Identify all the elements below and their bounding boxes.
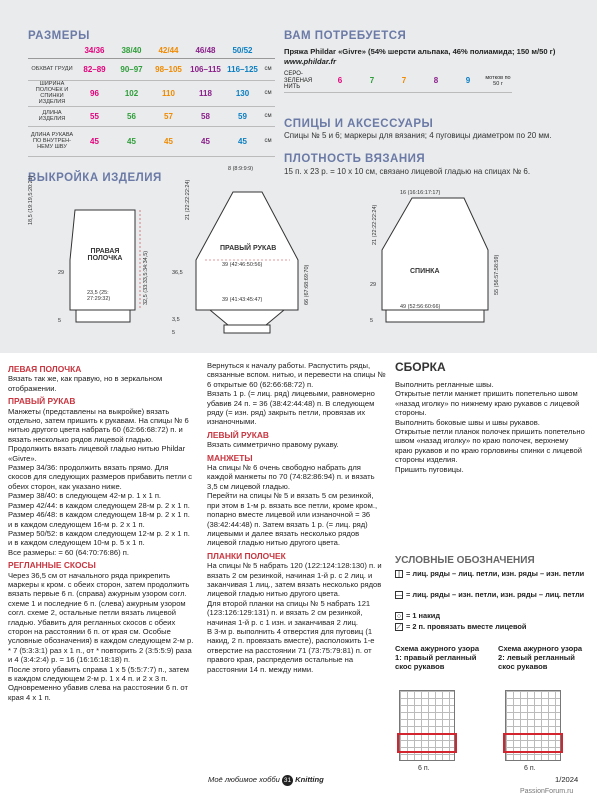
- yarn-table: [284, 70, 512, 93]
- front-29: 29: [58, 270, 65, 276]
- cell: 102: [113, 80, 150, 106]
- paragraph: Размер 46/48: в каждом следующем 18-м р. 2 х 1 п. и в каждом следующем 16-м р. 2 х 1 п.: [8, 510, 190, 529]
- needles-text: Спицы № 5 и 6; маркеры для вязания; 4 пуговицы диаметром по 20 мм.: [284, 131, 552, 140]
- sleeve-365: 36,5: [172, 270, 183, 276]
- back-band: [386, 310, 484, 322]
- cell: 90–97: [113, 58, 150, 80]
- cell: 96: [76, 80, 113, 106]
- purl-icon: —: [396, 592, 403, 599]
- back-h: 21 (22:22:22:24): [372, 204, 378, 245]
- sleeve-5: 5: [172, 330, 176, 336]
- text-column-1: [8, 361, 194, 702]
- table-row: [284, 70, 512, 92]
- cell: 106–115: [187, 58, 224, 80]
- legend-item: [395, 623, 526, 632]
- unit: мотков по 50 г: [484, 70, 512, 92]
- paragraph: Вязать 1 р. (= лиц. ряд) лицевыми, равномерно убавив 24 п. = 36 (38:42:44:48) п. В следующем ряду (= изн. ряд) закрыть петли, провязав их изнаночными.: [207, 389, 375, 427]
- section-heading: РЕГЛАННЫЕ СКОСЫ: [8, 560, 96, 571]
- scheme-1-highlight: [397, 733, 457, 753]
- legend-text: = 2 п. провязать вместе лицевой: [406, 622, 527, 631]
- yarn-title: ВАМ ПОТРЕБУЕТСЯ: [284, 30, 407, 42]
- scheme-2-count: 6 п.: [524, 765, 536, 772]
- size-col: 46/48: [187, 43, 224, 58]
- cell: 45: [150, 126, 187, 156]
- scheme-2-highlight: [503, 733, 563, 753]
- sleeve-b: 39 (41:43:45:47): [222, 297, 263, 303]
- cell: 118: [187, 80, 224, 106]
- paragraph: Пришить пуговицы.: [395, 464, 464, 474]
- cell: 6: [324, 70, 356, 92]
- paragraph: Вернуться к началу работы. Распустить ряды, связанные вспом. нитью, и перевести на спицы № 6 открытые 60 (62:66:68:72) п.: [207, 361, 386, 389]
- paragraph: Через 36,5 см от начального ряда прикрепить маркеры к кром. с обеих сторон, затем продолжить вязать первые 6 п. (справа) ажурным узором согл. схеме 1 и последние 6 п. (слева) ажурным узором согл. схеме 2, остальные петли вязать лицевой гладью. Убавить для регланных скосов с обеих сторон на расстоянии 6 п. от края см. Особые условные обозначения) в каждом следующем 2-м р. * 7 (5:3:3:1) раз х 1 п., от * повторить 2 (3:5:5:9) раза и 4 (3:4:2:4) р. = 16 (16:16:18:18) п.: [8, 570, 194, 665]
- size-col: 34/36: [76, 43, 113, 58]
- table-row: [28, 126, 275, 156]
- footer-left: [208, 775, 324, 786]
- footer-issue: 1/2024: [555, 775, 579, 784]
- paragraph: Выполнить регланные швы.: [395, 380, 494, 389]
- paragraph: Для второй планки на спицы № 5 набрать 121 (123:126:129:131) п. и вязать 2 см резинкой, начиная 1-й р. с 1 изн. и заканчивая 2 лиц.: [207, 598, 371, 627]
- scheme-2-title: Схема ажурного узора 2: левый регланный скос рукавов: [498, 644, 583, 672]
- cell: 45: [187, 126, 224, 156]
- unit: см: [261, 80, 275, 106]
- gauge-text: 15 п. х 23 р. = 10 х 10 см, связано лицевой гладью на спицах № 6.: [284, 167, 531, 176]
- legend-text: = 1 накид: [406, 611, 441, 620]
- back-total: 55 (56:57:58:59): [494, 254, 500, 295]
- assembly-title: СБОРКА: [395, 360, 446, 374]
- cell: 55: [76, 106, 113, 126]
- cell: 45: [224, 126, 261, 156]
- cell: 45: [113, 126, 150, 156]
- sizes-table: [28, 43, 275, 157]
- paragraph: Манжеты (представлены на выкройке) вязать отдельно, затем пришить к рукавам. На спицы № 6 нитью другого цвета набрать 60 (62:66:68:72) п. и вязать несколько рядов лицевой гладью. Продолжить вязать лицевой гладью нитью Phildar «Givre».: [8, 406, 189, 463]
- front-5: 5: [58, 318, 62, 324]
- paragraph: Выполнить боковые швы и швы рукавов.: [395, 417, 540, 427]
- unit: см: [261, 58, 275, 80]
- sleeve-label: ПРАВЫЙ РУКАВ: [220, 245, 277, 252]
- front-width: 23,5 (25: 27:29:32): [87, 290, 111, 302]
- yarn-line: Пряжа Phildar «Givre» (54% шерсти альпака, 46% полиамида; 150 м/50 г): [284, 47, 556, 56]
- sleeve-band: [224, 325, 270, 333]
- back-w: 49 (52:56:60:66): [400, 304, 441, 310]
- sleeve-top: 8 (8:9:9:9): [228, 166, 254, 172]
- cell: 7: [356, 70, 388, 92]
- sleeve-cuff: [210, 310, 284, 325]
- watermark: PassionForum.ru: [520, 788, 574, 795]
- cell: 82–89: [76, 58, 113, 80]
- sizes-header-row: [28, 43, 275, 58]
- needles-title: СПИЦЫ И АКСЕССУАРЫ: [284, 118, 434, 130]
- footer-magazine: Моё любимое хобби: [208, 775, 280, 784]
- cell: 56: [113, 106, 150, 126]
- paragraph: Вязать так же, как правую, но в зеркальном отображении.: [8, 374, 163, 393]
- cell: 45: [76, 126, 113, 156]
- unit: см: [261, 126, 275, 156]
- k2tog-icon: ⟋: [396, 624, 402, 631]
- assembly-text: [395, 380, 587, 474]
- paragraph: После этого убавить справа 1 х 5 (5:5:7:7) п., затем в каждом следующем 2-м р. 1 х 4 п. и 2 х 3 п. Одновременно убавив слева на расстоянии 6 п. от края 4 х 1 п.: [8, 664, 190, 702]
- sleeve-total: 66 (67:68:69:70): [304, 264, 310, 305]
- sleeve-35: 3,5: [172, 317, 180, 323]
- row-label: ОБХВАТ ГРУДИ: [28, 58, 76, 80]
- sizes-title: РАЗМЕРЫ: [28, 30, 90, 42]
- paragraph: На спицы № 6 очень свободно набрать для каждой манжеты по 70 (74:82:86:94) п. и вязать 3,5 см лицевой гладью.: [207, 463, 375, 491]
- section-heading: ЛЕВЫЙ РУКАВ: [207, 429, 269, 440]
- front-band: [76, 310, 130, 322]
- paragraph: Перейти на спицы № 5 и вязать 5 см резинкой, при этом в 1-м р. вязать все петли, кроме кром., попарно вместе лицевой или изнаночной = 36 (38:42:44:48) п. Затем вязать 1 р. (= лиц. ряд) лицевыми и далее вязать несколько рядов лицевой гладью нитью другого цвета.: [207, 491, 378, 548]
- back-top: 16 (16:16:17:17): [400, 190, 441, 196]
- front-h1: 18,5 (19:19,5:20:21): [28, 175, 34, 225]
- paragraph: Размер 50/52: в каждом следующем 12-м р. 2 х 1 п. и в каждом следующем 10-м р. 5 х 1 п.: [8, 528, 190, 548]
- paragraph: Открытые петли манжет пришить попетельно швом «назад иголку» по нижнему краю рукавов с лицевой стороны.: [395, 389, 580, 418]
- legend-item: [395, 612, 440, 621]
- section-heading: ПЛАНКИ ПОЛОЧЕК: [207, 550, 286, 561]
- sleeve-h: 21 (22:22:22:24): [185, 179, 191, 220]
- cell: 7: [388, 70, 420, 92]
- page-number: 31: [283, 777, 292, 784]
- front-label: ПРАВАЯ ПОЛОЧКА: [87, 248, 123, 262]
- scheme-1-count: 6 п.: [418, 765, 430, 772]
- section-heading: ПРАВЫЙ РУКАВ: [8, 396, 76, 407]
- legend-text: = лиц. ряды – изн. петли, изн. ряды – лиц. петли: [406, 590, 585, 599]
- legend-title: УСЛОВНЫЕ ОБОЗНАЧЕНИЯ: [395, 555, 535, 566]
- size-col: 50/52: [224, 43, 261, 58]
- cell: 58: [187, 106, 224, 126]
- paragraph: Открытые петли планок полочек пришить попетельно швом «назад иголку» по краю полочек, верхнему краю рукавов и по краю горловины спинки с лицевой стороны изделия.: [395, 427, 585, 465]
- sleeve-w: 39 (42:46:50:56): [222, 262, 263, 268]
- row-label: ДЛИНА РУКАВА ПО ВНУТРЕН-НЕМУ ШВУ: [28, 126, 76, 156]
- front-h2: 32,5 (33:33,5:34:34,5): [143, 250, 149, 305]
- back-29: 29: [370, 282, 377, 288]
- footer-mag: Knitting: [295, 775, 324, 784]
- paragraph: Все размеры: = 60 (64:70:76:86) п.: [8, 547, 129, 557]
- paragraph: В 3-м р. выполнить 4 отверстия для пуговиц (1 накид, 2 п. провязать вместе), расположить 1-е отверстие на расстоянии 71 (73:75:79:81) п. от правого края, распределив остальные на расстоянии 14 п. между ними.: [207, 626, 375, 674]
- legend-item: [395, 591, 584, 600]
- back-label: СПИНКА: [410, 268, 440, 275]
- back-5: 5: [370, 318, 374, 324]
- unit: см: [261, 106, 275, 126]
- section-heading: МАНЖЕТЫ: [207, 452, 253, 463]
- table-row: [28, 106, 275, 126]
- legend-item: [395, 570, 584, 579]
- paragraph: Размер 38/40: в следующем 42-м р. 1 х 1 п.: [8, 491, 162, 501]
- yarn-desc: [284, 47, 555, 67]
- scheme-1-title: Схема ажурного узора 1: правый регланный скос рукавов: [395, 644, 480, 672]
- cell: 130: [224, 80, 261, 106]
- size-col: 38/40: [113, 43, 150, 58]
- cell: 59: [224, 106, 261, 126]
- cell: 110: [150, 80, 187, 106]
- text-column-2: [207, 361, 387, 674]
- cell: 98–105: [150, 58, 187, 80]
- color-label: СЕРО-ЗЕЛЕНАЯ НИТЬ: [284, 70, 324, 92]
- row-label: ШИРИНА ПОЛОЧЕК И СПИНКИ ИЗДЕЛИЯ: [28, 80, 76, 106]
- paragraph: Размер 42/44: в каждом следующем 28-м р. 2 х 1 п.: [8, 500, 190, 510]
- paragraph: Размер 34/36: продолжить вязать прямо. Для скосов для следующих размеров прибавить петли с обеих сторон, как указано ниже.: [8, 463, 193, 491]
- back-piece: [382, 198, 488, 310]
- cell: 57: [150, 106, 187, 126]
- legend-text: = лиц. ряды – лиц. петли, изн. ряды – изн. петли: [406, 569, 585, 578]
- pattern-drawing: [0, 180, 597, 350]
- cell: 9: [452, 70, 484, 92]
- pattern-title: ВЫКРОЙКА ИЗДЕЛИЯ: [28, 172, 162, 184]
- yarn-over-icon: ○: [396, 613, 402, 620]
- paragraph: Вязать симметрично правому рукаву.: [207, 440, 339, 450]
- gauge-title: ПЛОТНОСТЬ ВЯЗАНИЯ: [284, 153, 426, 165]
- paragraph: На спицы № 5 набрать 120 (122:124:128:130) п. и вязать 2 см резинкой, начиная 1-й р. с 2 лиц. и заканчивая 1 лиц., затем вязать несколько рядов лицевой гладью нитью другого цвета.: [207, 561, 382, 599]
- yarn-site: www.phildar.fr: [284, 57, 337, 66]
- section-heading: ЛЕВАЯ ПОЛОЧКА: [8, 364, 82, 374]
- cell: 8: [420, 70, 452, 92]
- size-col: 42/44: [150, 43, 187, 58]
- cell: 116–125: [224, 58, 261, 80]
- row-label: ДЛИНА ИЗДЕЛИЯ: [28, 106, 76, 126]
- knit-icon: |: [395, 570, 403, 578]
- table-row: [28, 80, 275, 106]
- table-row: [28, 58, 275, 80]
